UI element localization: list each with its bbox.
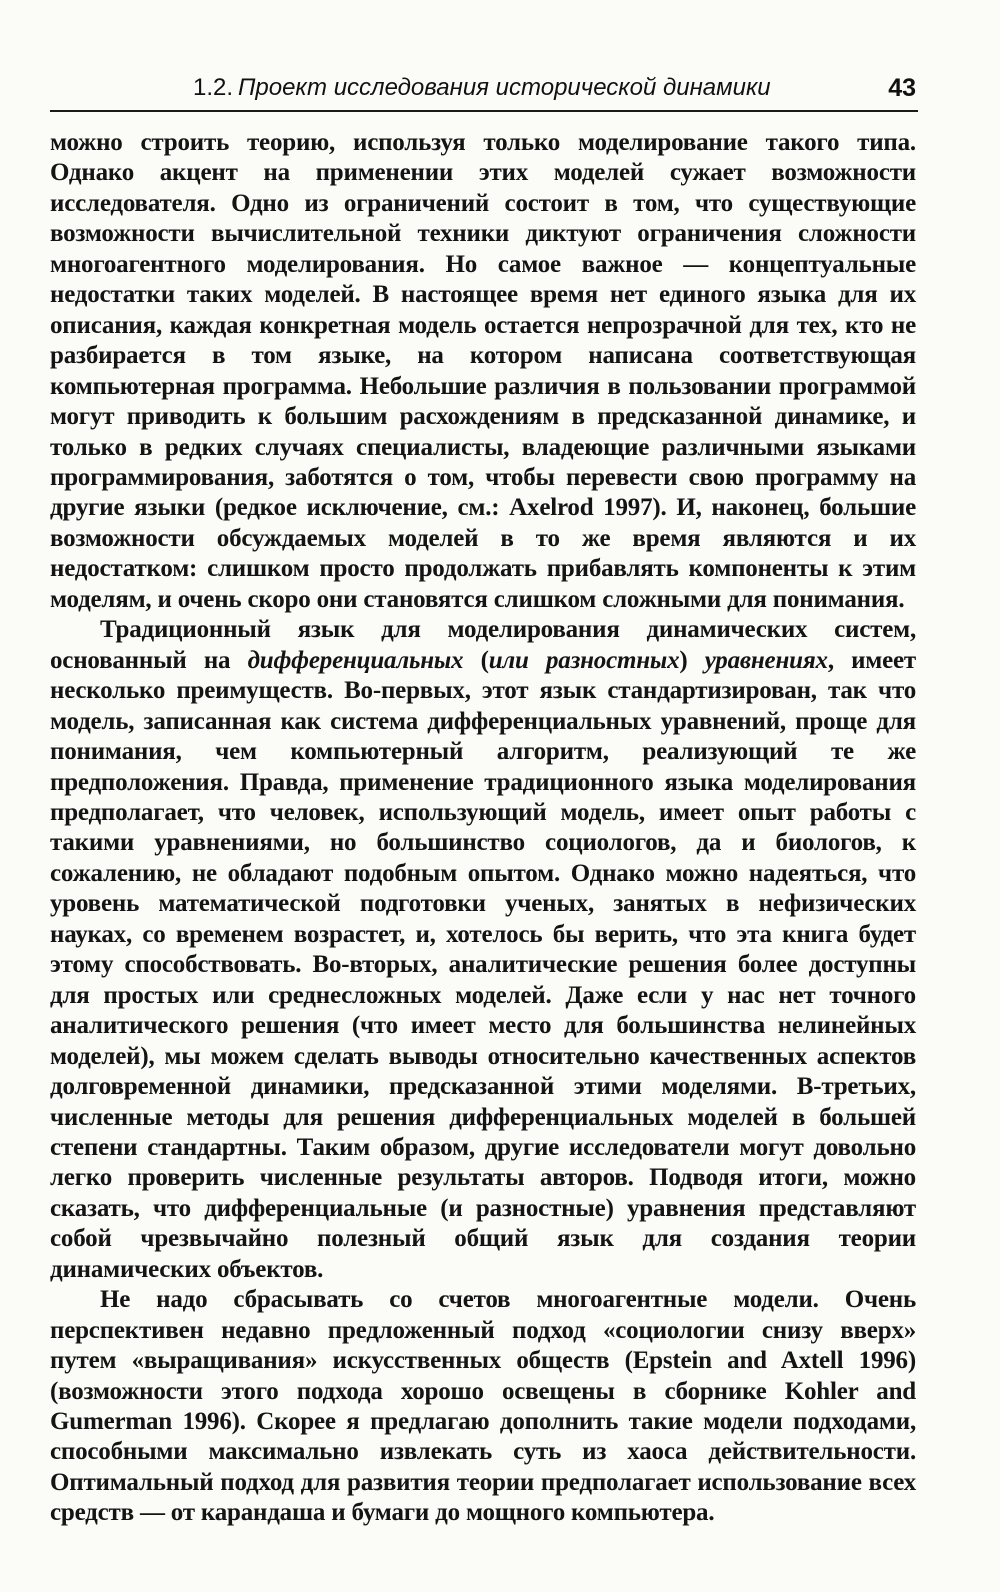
- body-text: [50, 128, 916, 1529]
- paragraph-multiagent-models: Не надо сбрасывать со счетов многоагентные модели. Очень перспективен недавно предложенный подход «социологии снизу вверх» путем «выращивания» искусственных обществ (Epstein and Axtell 1996) (возможности этого подхода хорошо освещены в сборнике Kohler and Gumerman 1996). Скорее я предлагаю дополнить такие модели подходами, способными максимально извлекать суть из хаоса действительности. Оптимальный подход для развития теории предполагает использование всех средств — от карандаша и бумаги до мощного компьютера.: [50, 1286, 916, 1527]
- paragraph-text-segment: ): [679, 646, 705, 674]
- page-number: 43: [888, 74, 916, 102]
- paragraph-text-segment: , имеет несколько преимуществ. Во-первых, этот язык стандартизирован, так что модель, записанная как система дифференциальных уравнений, проще для понимания, чем компьютерный алгоритм, реализующий те же предположения. Правда, применение традиционного языка моделирования предполагает, что человек, использующий модель, имеет опыт работы с такими уравнениями, но большинство социологов, да и биологов, к сожалению, не обладают подобным опытом. Однако можно надеяться, что уровень математической подготовки ученых, занятых в нефизических науках, со временем возрастет, и, хотелось бы верить, что эта книга будет этому способствовать. Во-вторых, аналитические решения более доступны для простых или среднесложных моделей. Даже если у нас нет точного аналитического решения (что имеет место для большинства нелинейных моделей), мы можем сделать выводы относительно качественных аспектов долговременной динамики, предсказанной этими моделями. В-третьих, численные методы для решения дифференциальных моделей в большей степени стандартны. Таким образом, другие исследователи могут довольно легко проверить численные результаты авторов. Подводя итоги, можно сказать, что дифференциальные (и разностные) уравнения представляют собой чрезвычайно полезный общий язык для создания теории динамических объектов.: [50, 646, 916, 1283]
- italic-term-equations: уравнениях: [704, 646, 828, 674]
- section-title: Проект исследования исторической динамики: [238, 74, 771, 101]
- paragraph-continued: можно строить теорию, используя только моделирование такого типа. Однако акцент на применении этих моделей сужает возможности исследователя. Одно из ограничений состоит в том, что существующие возможности вычислительной техники диктуют ограничения сложности многоагентного моделирования. Но самое важное — концептуальные недостатки таких моделей. В настоящее время нет единого языка для их описания, каждая конкретная модель остается непрозрачной для тех, кто не разбирается в том языке, на котором написана соответствующая компьютерная программа. Небольшие различия в пользовании программой могут приводить к большим расхождениям в предсказанной динамике, и только в редких случаях специалисты, владеющие различными языками программирования, заботятся о том, чтобы перевести свою программу на другие языки (редкое исключение, см.: Axelrod 1997). И, наконец, большие возможности обсуждаемых моделей в то же время являются и их недостатком: слишком просто продолжать прибавлять компоненты к этим моделям, и очень скоро они становятся слишком сложными для понимания.: [50, 129, 916, 613]
- paragraph-text-segment: (: [463, 646, 489, 674]
- running-header: [50, 70, 918, 112]
- paragraph-text-segment: Традиционный язык для моделирования динамических систем, основанный на: [50, 616, 916, 674]
- italic-term-difference: или разностных: [488, 646, 680, 674]
- paragraph-traditional-language: [50, 615, 916, 1285]
- section-number: 1.2.: [193, 74, 234, 101]
- italic-term-differential: дифференциальных: [247, 646, 464, 674]
